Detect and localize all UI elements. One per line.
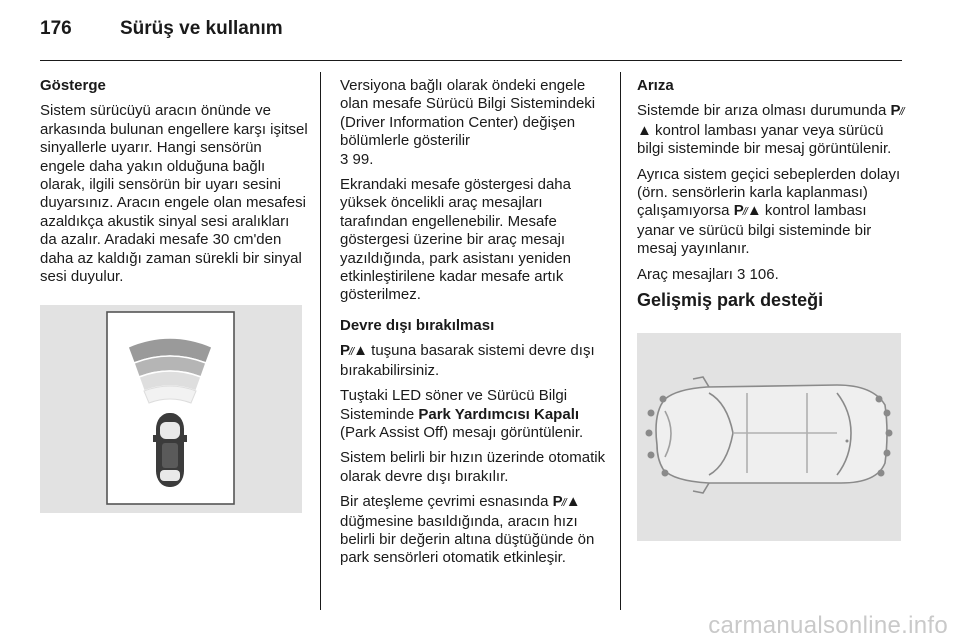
heading-advanced-park-assist: Gelişmiş park desteği (637, 290, 824, 311)
page-header (40, 18, 902, 50)
page-ref: 106. (749, 265, 779, 283)
column-1 (40, 77, 308, 293)
paragraph-vehicle-messages: Araç mesajları 3 106. (637, 265, 779, 283)
header-rule (40, 60, 902, 61)
paragraph-indicator: Sistem sürücüyü aracın önünde ve arkasında bulunan engellere karşı işitsel sinyallerle uyarır. Hangi sensörün engele daha yakın olduğuna bağlı olarak, ilgili sensörün bir uyarı sesini duyarsınız. Aracın engele olan mesafesi azaldıkça akustik sinyal sesi aralıkları da azalır. Aradaki mesafe 30 cm'den daha az kaldığı zaman sürekli bir sinyal sesi duyulur. (40, 102, 308, 286)
park-assist-icon: P//▲ (552, 493, 580, 511)
column-2 (340, 77, 612, 575)
paragraph-auto-deactivation: Sistem belirli bir hızın üzerinde otomatik olarak devre dışı bırakılır. (340, 449, 606, 485)
car-top-view-outline-icon (656, 377, 887, 493)
paragraph-fault: Sistemde bir arıza olması durumunda P//▲ kontrol lambası yanar veya sürücü bilgi sisteminde bir mesaj görüntülenir. (637, 102, 904, 158)
watermark: carmanualsonline.info (708, 612, 948, 639)
column-3 (637, 77, 907, 316)
car-top-view-icon (153, 413, 187, 487)
arrow-ref-icon: 3 (340, 150, 349, 168)
subheading-deactivation: Devre dışı bırakılması (340, 316, 495, 334)
subheading-fault: Arıza (637, 77, 674, 94)
arrow-ref-icon: 3 (737, 265, 746, 283)
distance-indicator-illustration (40, 305, 302, 513)
park-assist-icon: P//▲ (637, 102, 904, 139)
distance-indicator-figure (40, 305, 302, 513)
paragraph-temporary-fault: Ayrıca sistem geçici sebeplerden dolayı (örn. sensörlerin karla kaplanması) çalışamıyorsa P//▲ kontrol lambası yanar ve sürücü bilgi sisteminde bir mesaj yayınlanır. (637, 165, 901, 258)
park-assist-icon: P//▲ (340, 342, 367, 360)
message-park-assist-off: Park Yardımcısı Kapalı (418, 405, 580, 423)
marker-dot (846, 440, 849, 443)
section-title: Sürüş ve kullanım (120, 18, 283, 39)
car-sensors-illustration (637, 333, 901, 541)
column-divider-2 (620, 72, 621, 610)
subheading-indicator: Gösterge (40, 77, 106, 94)
paragraph-ignition-cycle: Bir ateşleme çevrimi esnasında P//▲ düğmesine basıldığında, aracın hızı belirli bir değerin altına düştüğünde ön park sensörleri otomatik etkinleşir. (340, 493, 595, 567)
page-ref: 99. (352, 150, 374, 168)
park-assist-icon: P//▲ (733, 202, 761, 220)
paragraph-led-off: Tuştaki LED söner ve Sürücü Bilgi Sisteminde Park Yardımcısı Kapalı (Park Assist Off) mesajı görüntülenir. (340, 387, 584, 441)
column-divider-1 (320, 72, 321, 610)
paragraph-distance-display: Versiyona bağlı olarak öndeki engele olan mesafe Sürücü Bilgi Sistemindeki (Driver Information Center) değişen bölümlerle gösterilir 3 99. (340, 77, 596, 168)
page-number: 176 (40, 18, 72, 39)
paragraph-display-priority: Ekrandaki mesafe göstergesi daha yüksek öncelikli araç mesajları tarafından engellenebilir. Mesafe göstergesi üzerine bir araç mesajı yazıldığında, park asistanı yeniden etkinleştirilene kadar mesafe artık gösterilmez. (340, 176, 571, 304)
paragraph-deactivation: P//▲ tuşuna basarak sistemi devre dışı bırakabilirsiniz. (340, 342, 595, 379)
advanced-park-assist-figure (637, 333, 901, 541)
